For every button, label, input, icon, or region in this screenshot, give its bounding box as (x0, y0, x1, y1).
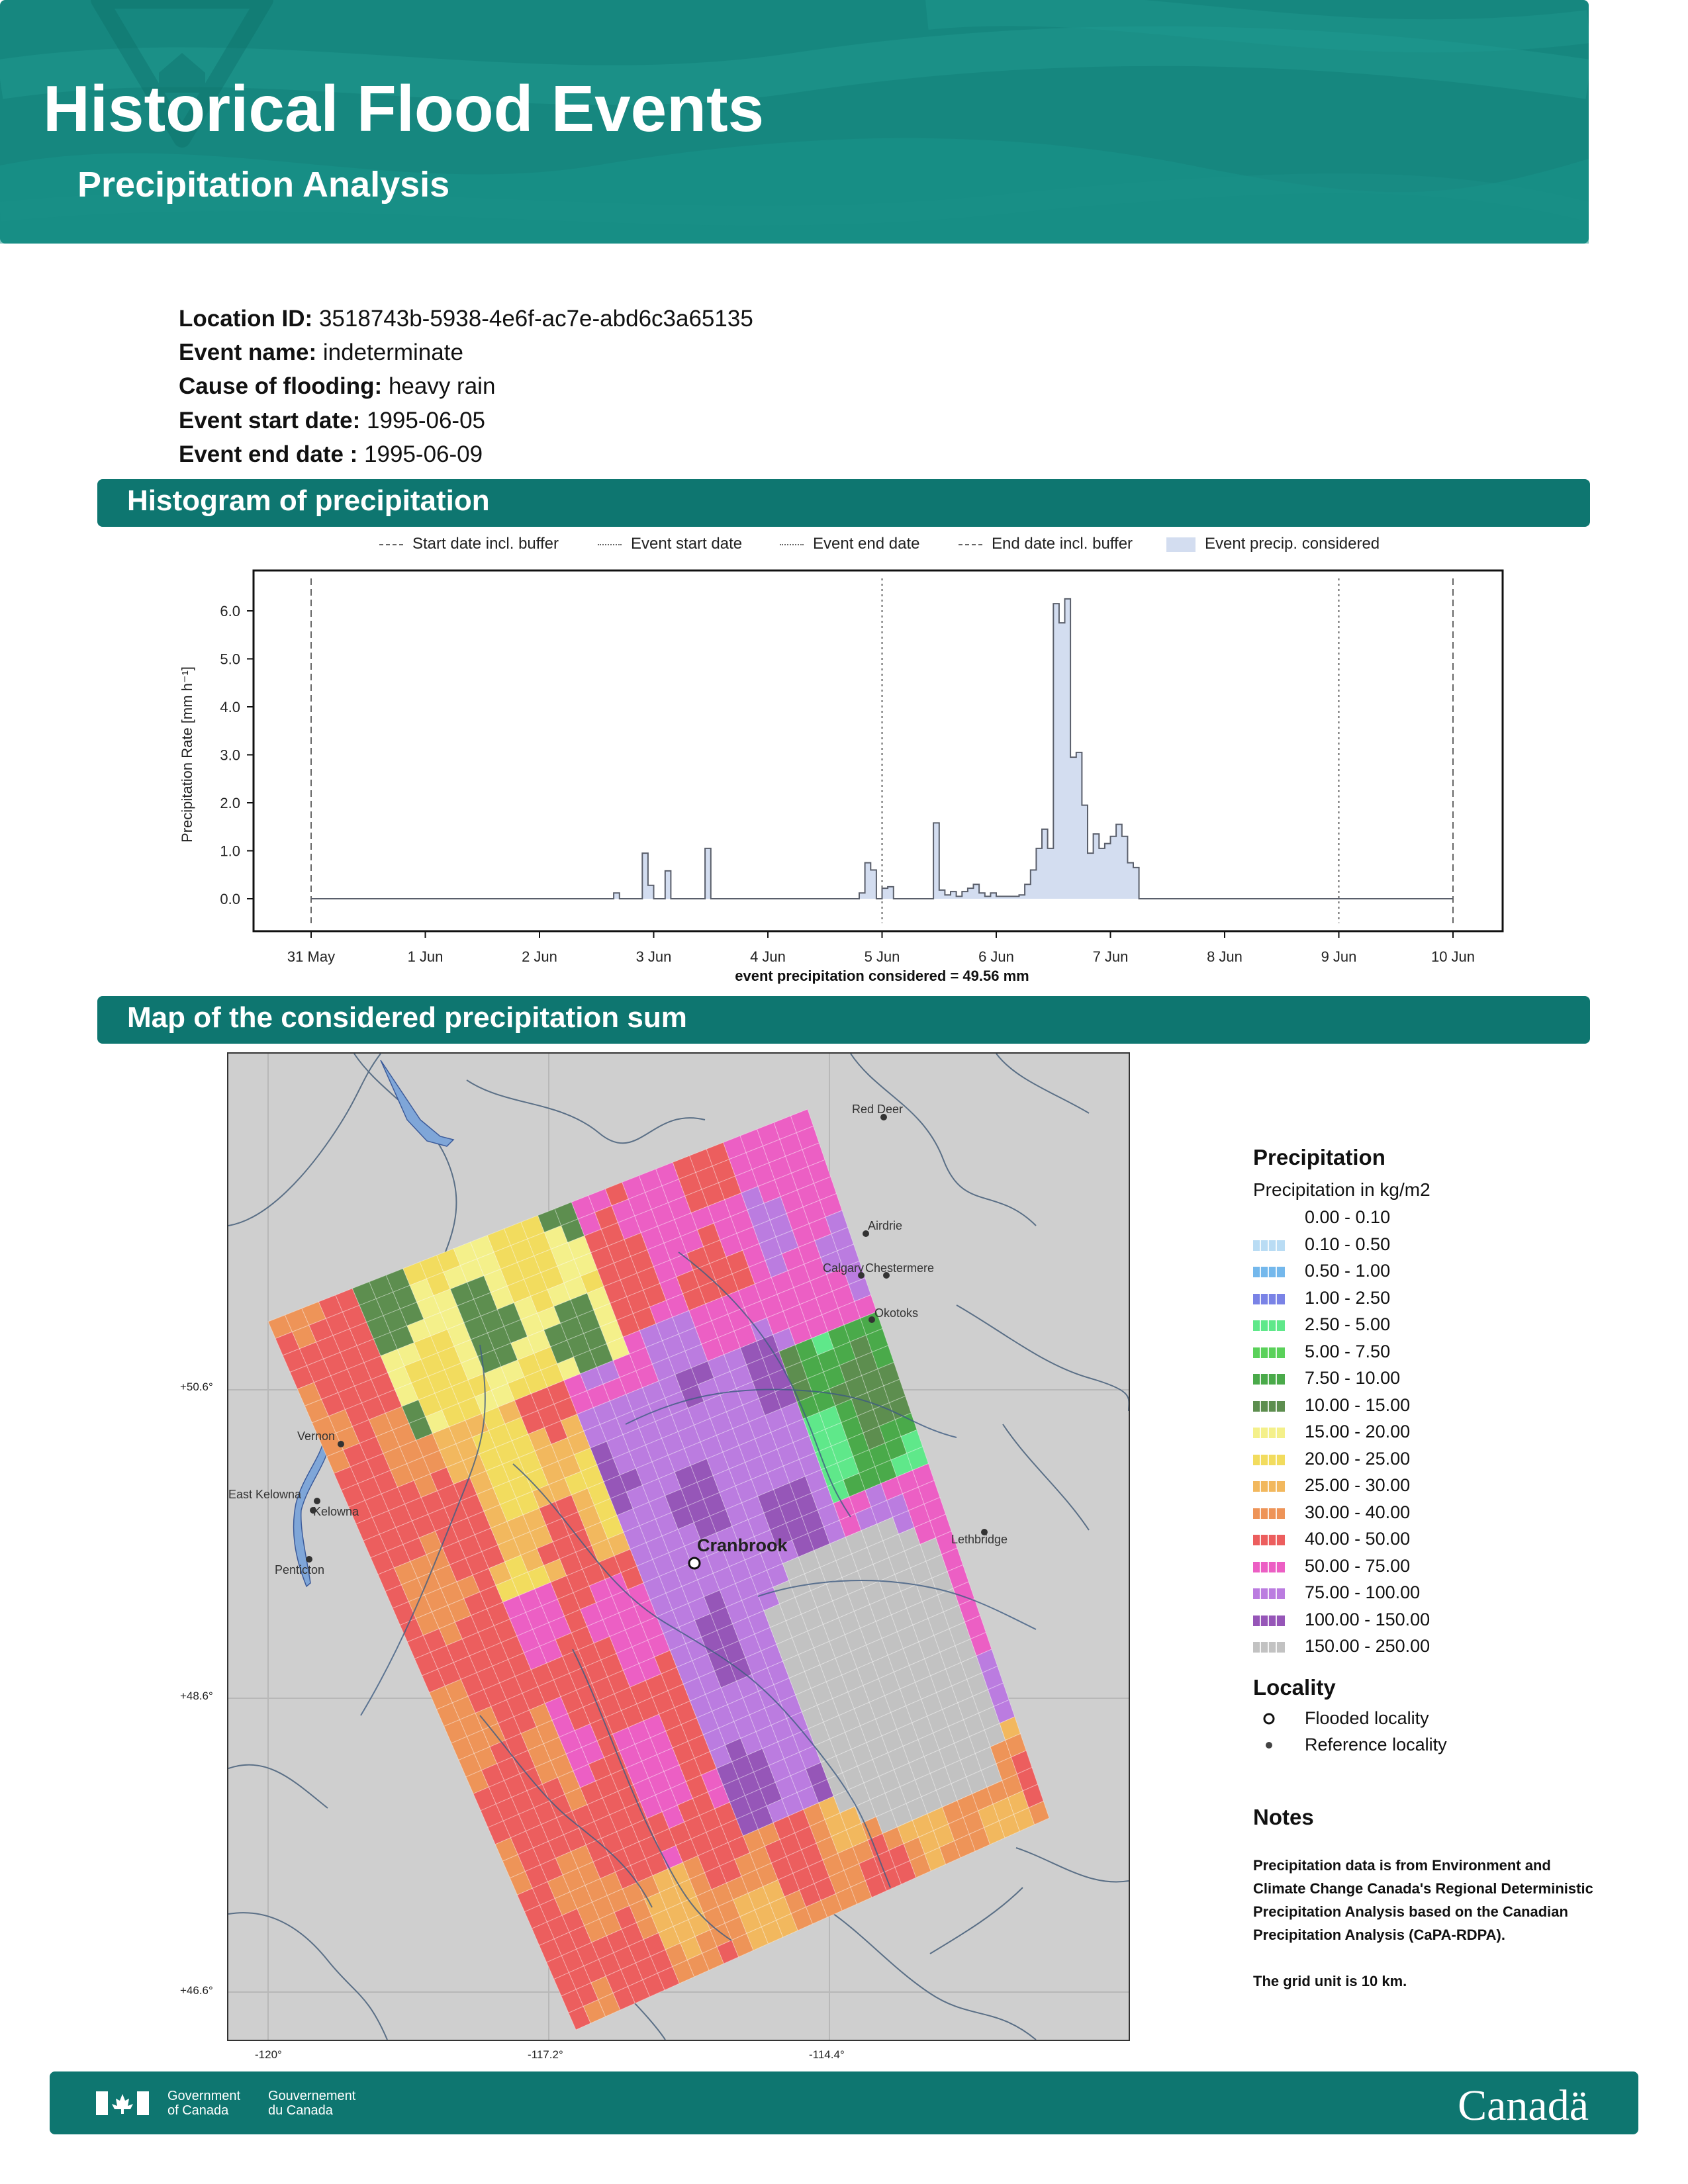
legend-class-3 (1253, 1288, 1624, 1315)
legend-class-swatch (1253, 1535, 1285, 1545)
legend-class-8 (1253, 1422, 1624, 1449)
cause-row (179, 373, 495, 400)
notes-text (1253, 1854, 1597, 1993)
legend-class-9 (1253, 1449, 1624, 1476)
start-date-row (179, 408, 485, 434)
page-subtitle: Precipitation Analysis (77, 165, 450, 205)
svg-text:Chestermere: Chestermere (865, 1261, 935, 1275)
legend-end-buffer (959, 535, 1133, 553)
notes-title: Notes (1253, 1804, 1314, 1829)
lon-label-120: -120° (255, 2048, 282, 2061)
page-footer (50, 2071, 1638, 2134)
reference-locality-icon (1266, 1742, 1272, 1749)
flooded-locality-legend (1253, 1708, 1624, 1735)
legend-class-swatch (1253, 1347, 1285, 1358)
y-tick-label: 4.0 (220, 699, 240, 715)
legend-class-swatch (1253, 1481, 1285, 1492)
legend-class-15 (1253, 1610, 1624, 1637)
map-section-header (97, 996, 1590, 1044)
legend-class-16 (1253, 1636, 1624, 1663)
legend-class-label: 2.50 - 5.00 (1305, 1314, 1391, 1334)
legend-class-label: 0.50 - 1.00 (1305, 1261, 1391, 1281)
legend-class-swatch (1253, 1401, 1285, 1412)
end-date-value: 1995-06-09 (364, 441, 483, 467)
map-legend (1253, 1145, 1624, 1993)
legend-class-10 (1253, 1475, 1624, 1502)
locality-lethbridge (951, 1529, 1008, 1546)
x-tick-label: 8 Jun (1207, 948, 1243, 965)
y-tick-label: 3.0 (220, 747, 240, 764)
legend-class-label: 10.00 - 15.00 (1305, 1394, 1411, 1415)
svg-text:East Kelowna: East Kelowna (228, 1488, 302, 1501)
svg-text:Red Deer: Red Deer (852, 1103, 904, 1116)
x-tick-label: 6 Jun (978, 948, 1014, 965)
precip-total-caption: event precipitation considered = 49.56 mm (735, 968, 1029, 984)
legend-class-label: 0.00 - 0.10 (1305, 1207, 1391, 1227)
y-axis-label: Precipitation Rate [mm h⁻¹] (179, 666, 195, 842)
legend-class-label: 50.00 - 75.00 (1305, 1555, 1411, 1576)
location-id-row (179, 306, 753, 332)
x-tick-label: 5 Jun (864, 948, 900, 965)
locality-airdrie (863, 1219, 902, 1237)
gov-en-line2: of Canada (167, 2103, 229, 2118)
histogram-legend (0, 535, 1688, 561)
legend-class-6 (1253, 1368, 1624, 1395)
legend-class-swatch (1253, 1562, 1285, 1572)
precip-legend-items (1253, 1207, 1624, 1663)
x-tick-label: 9 Jun (1321, 948, 1357, 965)
legend-end-buffer-label: End date incl. buffer (992, 535, 1133, 553)
x-tick-label: 7 Jun (1092, 948, 1129, 965)
government-of-canada-en (167, 2089, 240, 2118)
legend-class-2 (1253, 1261, 1624, 1288)
notes-grid-text: The grid unit is 10 km. (1253, 1972, 1407, 1989)
y-tick-label: 6.0 (220, 603, 240, 619)
cause-value: heavy rain (388, 373, 496, 399)
government-of-canada-fr (268, 2089, 355, 2118)
legend-class-4 (1253, 1314, 1624, 1342)
start-date-value: 1995-06-05 (366, 408, 486, 433)
legend-class-label: 100.00 - 150.00 (1305, 1609, 1430, 1629)
lon-label-117-2: -117.2° (528, 2048, 563, 2061)
legend-class-5 (1253, 1342, 1624, 1369)
lat-label-46-6: +46.6° (180, 1984, 213, 1997)
legend-precip-considered-label: Event precip. considered (1205, 535, 1380, 553)
legend-event-end (780, 535, 919, 553)
legend-class-label: 30.00 - 40.00 (1305, 1502, 1411, 1522)
legend-class-label: 0.10 - 0.50 (1305, 1234, 1391, 1254)
histogram-section-title: Histogram of precipitation (127, 484, 490, 517)
lat-label-50-6: +50.6° (180, 1381, 213, 1393)
svg-text:Kelowna: Kelowna (313, 1505, 359, 1518)
legend-class-label: 40.00 - 50.00 (1305, 1529, 1411, 1549)
legend-class-swatch (1253, 1374, 1285, 1385)
location-id-value: 3518743b-5938-4e6f-ac7e-abd6c3a65135 (318, 306, 753, 332)
event-name-value: indeterminate (322, 340, 463, 365)
page-header (0, 0, 1589, 244)
legend-class-swatch (1253, 1642, 1285, 1653)
legend-class-7 (1253, 1395, 1624, 1422)
y-tick-label: 0.0 (220, 891, 240, 907)
legend-class-label: 7.50 - 10.00 (1305, 1368, 1401, 1388)
svg-text:Cranbrook: Cranbrook (697, 1535, 788, 1555)
legend-class-label: 1.00 - 2.50 (1305, 1287, 1391, 1308)
legend-event-end-label: Event end date (813, 535, 920, 553)
notes-source-text: Precipitation data is from Environment and Climate Change Canada's Regional Deterministic Precipitation Analysis based on the Canadian Precipitation Analysis (CaPA-RDPA). (1253, 1856, 1593, 1943)
x-tick-label: 2 Jun (522, 948, 557, 965)
x-tick-label: 4 Jun (750, 948, 786, 965)
legend-class-swatch (1253, 1320, 1285, 1331)
gov-fr-line2: du Canada (268, 2103, 333, 2118)
x-tick-label: 1 Jun (407, 948, 444, 965)
x-tick-label: 31 May (287, 948, 336, 965)
legend-class-12 (1253, 1529, 1624, 1556)
locality-legend-title: Locality (1253, 1674, 1336, 1700)
lon-label-114-4: -114.4° (809, 2048, 845, 2061)
end-date-label: Event end date : (179, 441, 358, 467)
svg-text:Okotoks: Okotoks (874, 1306, 919, 1320)
legend-class-swatch (1253, 1213, 1285, 1224)
x-tick-label: 3 Jun (635, 948, 672, 965)
map-section-title: Map of the considered precipitation sum (127, 1001, 687, 1034)
gov-en-line1: Government (167, 2089, 241, 2103)
legend-class-swatch (1253, 1428, 1285, 1438)
cause-label: Cause of flooding: (179, 373, 383, 399)
y-tick-label: 2.0 (220, 795, 240, 811)
legend-start-buffer (379, 535, 559, 553)
legend-class-0 (1253, 1207, 1624, 1234)
svg-text:Penticton: Penticton (275, 1563, 325, 1576)
legend-class-label: 75.00 - 100.00 (1305, 1582, 1421, 1602)
legend-class-swatch (1253, 1615, 1285, 1626)
svg-text:Airdrie: Airdrie (868, 1219, 903, 1232)
precip-legend-title: Precipitation (1253, 1145, 1385, 1169)
locality-kelowna (310, 1505, 359, 1518)
legend-class-swatch (1253, 1267, 1285, 1277)
location-id-label: Location ID: (179, 306, 313, 332)
y-tick-label: 1.0 (220, 842, 240, 860)
svg-text:Vernon: Vernon (297, 1430, 336, 1443)
legend-class-swatch (1253, 1508, 1285, 1519)
legend-class-1 (1253, 1234, 1624, 1261)
legend-class-swatch (1253, 1240, 1285, 1251)
end-date-row (179, 441, 483, 468)
legend-class-11 (1253, 1502, 1624, 1529)
legend-class-swatch (1253, 1455, 1285, 1465)
reference-locality-label: Reference locality (1305, 1734, 1447, 1754)
legend-event-start-label: Event start date (631, 535, 743, 553)
legend-class-13 (1253, 1556, 1624, 1583)
precip-legend-subtitle: Precipitation in kg/m2 (1253, 1179, 1430, 1200)
start-date-label: Event start date: (179, 408, 361, 433)
y-tick-label: 5.0 (220, 651, 240, 668)
lat-label-48-6: +48.6° (180, 1690, 213, 1702)
flooded-locality-icon (1264, 1714, 1274, 1723)
legend-class-label: 15.00 - 20.00 (1305, 1422, 1411, 1441)
legend-class-14 (1253, 1582, 1624, 1610)
legend-precip-considered (1166, 535, 1380, 553)
legend-start-buffer-label: Start date incl. buffer (412, 535, 559, 553)
svg-text:Calgary: Calgary (823, 1261, 865, 1275)
event-name-row (179, 340, 463, 366)
canada-flag-icon (96, 2090, 149, 2116)
canada-wordmark: Canadä (1458, 2081, 1589, 2130)
legend-class-swatch (1253, 1588, 1285, 1599)
legend-class-swatch (1253, 1294, 1285, 1304)
legend-class-label: 150.00 - 250.00 (1305, 1636, 1430, 1656)
map-canvas (228, 1054, 1129, 2040)
histogram-section-header (97, 479, 1590, 527)
gov-fr-line1: Gouvernement (268, 2089, 356, 2103)
event-name-label: Event name: (179, 340, 317, 365)
plot-frame (254, 570, 1503, 931)
legend-class-label: 25.00 - 30.00 (1305, 1475, 1411, 1495)
precipitation-grid-cells (268, 1109, 1049, 2030)
legend-event-start (598, 535, 742, 553)
locality-red-deer (852, 1103, 903, 1120)
svg-text:Lethbridge: Lethbridge (951, 1533, 1008, 1546)
reference-locality-legend (1253, 1735, 1624, 1761)
precipitation-histogram (159, 563, 1536, 993)
page-title: Historical Flood Events (43, 72, 765, 145)
x-tick-label: 10 Jun (1430, 948, 1476, 965)
precipitation-map (227, 1052, 1130, 2041)
flooded-locality-label: Flooded locality (1305, 1707, 1429, 1728)
legend-class-label: 20.00 - 25.00 (1305, 1448, 1411, 1469)
legend-class-label: 5.00 - 7.50 (1305, 1341, 1391, 1361)
locality-chestermere (865, 1261, 934, 1279)
